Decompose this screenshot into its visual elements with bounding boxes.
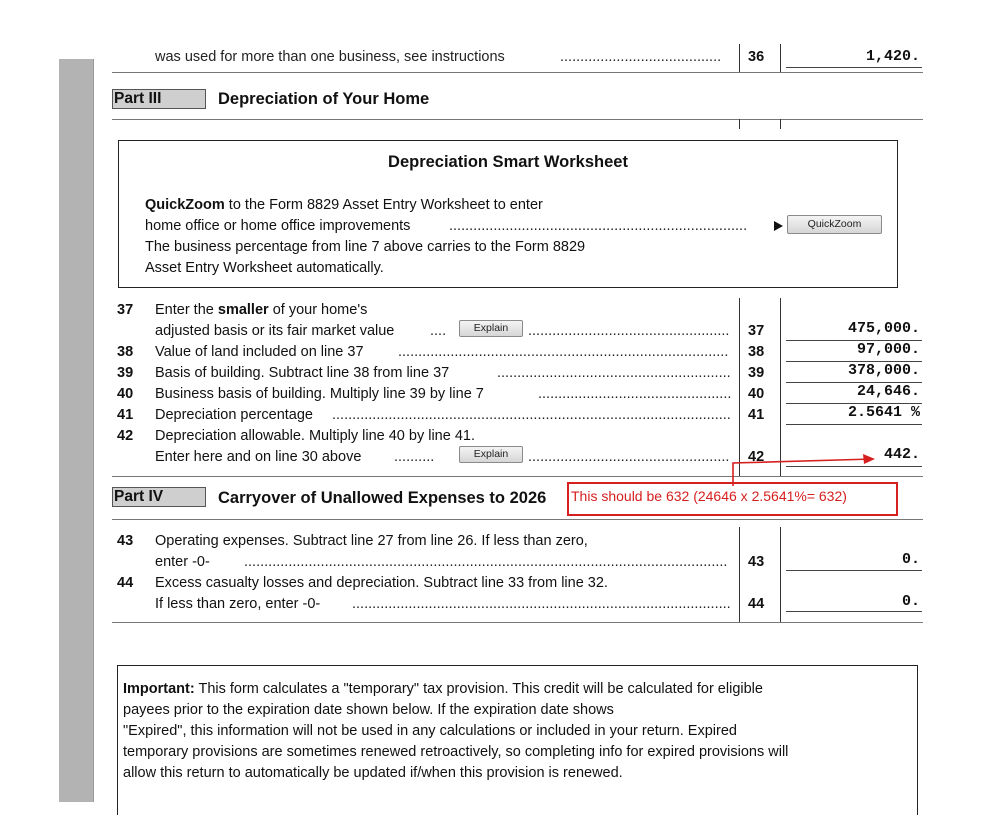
line-42-text-2: Enter here and on line 30 above — [155, 449, 362, 465]
line-38-leader: .................................................................................. — [398, 344, 729, 360]
tick-part3-1 — [739, 119, 740, 129]
line-37-text: Enter the smaller of your home's — [155, 302, 368, 318]
rule-after-44 — [112, 622, 923, 623]
line-37-leader-1: .... — [430, 323, 447, 339]
explain-button-37[interactable]: Explain — [459, 320, 523, 337]
line-36-value: 1,420. — [865, 48, 920, 65]
line-41-text: Depreciation percentage — [155, 407, 313, 423]
line-43-value: 0. — [901, 551, 920, 568]
line-39-text: Basis of building. Subtract line 38 from line 37 — [155, 365, 450, 381]
line-42-label: 42 — [117, 428, 134, 444]
line-36-text: was used for more than one business, see instructions — [155, 49, 505, 65]
line-40-leader: ................................................ — [538, 386, 732, 402]
col-divider-top — [739, 44, 740, 72]
line-43-number: 43 — [748, 554, 765, 570]
important-label: Important: — [123, 681, 195, 697]
line-41-number: 41 — [748, 407, 765, 423]
line-42-leader-2: .................................................. — [528, 449, 730, 465]
worksheet-line-1-rest: to the Form 8829 Asset Entry Worksheet to enter — [228, 197, 543, 213]
line-43-text: Operating expenses. Subtract line 27 from line 26. If less than zero, — [155, 533, 588, 549]
quickzoom-bold-text: QuickZoom — [145, 197, 225, 213]
important-notice-box — [117, 665, 918, 815]
line-37-value: 475,000. — [847, 320, 920, 337]
line-44-underline — [786, 611, 922, 612]
left-gutter — [59, 59, 94, 802]
line-44-leader: .............................................................................................. — [352, 596, 731, 612]
line-40-number: 40 — [748, 386, 765, 402]
line-39-label: 39 — [117, 365, 134, 381]
line-40-label: 40 — [117, 386, 134, 402]
line-43-label: 43 — [117, 533, 134, 549]
line-41-value: 2.5641 % — [847, 404, 920, 421]
col-divider-43-44 — [739, 527, 740, 622]
line-38-number: 38 — [748, 344, 765, 360]
line-36-underline — [786, 67, 922, 68]
line-44-number: 44 — [748, 596, 765, 612]
line-40-text: Business basis of building. Multiply line 39 by line 7 — [155, 386, 484, 402]
line-43-text-2: enter -0- — [155, 554, 210, 570]
part-4-label: Part IV — [112, 487, 206, 507]
rule-after-part-3 — [112, 119, 923, 120]
smart-worksheet-title: Depreciation Smart Worksheet — [388, 153, 628, 171]
smart-worksheet-box — [118, 140, 898, 288]
important-line-1: Important: This form calculates a "temporary" tax provision. This credit will be calculated for eligible — [123, 681, 763, 697]
part-3-label: Part III — [112, 89, 206, 109]
line-41-leader: ................................................................................................... — [332, 407, 731, 423]
line-43-leader: ........................................................................................................................ — [244, 554, 728, 570]
line-36-leader: ........................................ — [560, 49, 722, 65]
line-43-underline — [786, 570, 922, 571]
line-38-value: 97,000. — [856, 341, 920, 358]
line-42-text: Depreciation allowable. Multiply line 40 by line 41. — [155, 428, 475, 444]
line-36-number: 36 — [748, 49, 765, 65]
line-39-number: 39 — [748, 365, 765, 381]
line-44-value: 0. — [901, 593, 920, 610]
line-41-label: 41 — [117, 407, 134, 423]
important-line-4: temporary provisions are sometimes renewed retroactively, so completing info for expired provisions will — [123, 744, 789, 760]
line-37-number: 37 — [748, 323, 765, 339]
part-4-title: Carryover of Unallowed Expenses to 2026 — [218, 489, 547, 507]
worksheet-line-4: Asset Entry Worksheet automatically. — [145, 260, 384, 276]
line-37-label: 37 — [117, 302, 134, 318]
line-41-underline — [786, 424, 922, 425]
col-divider-43-44-b — [780, 527, 781, 622]
line-42-value: 442. — [883, 446, 920, 463]
line-38-text: Value of land included on line 37 — [155, 344, 364, 360]
line-37-text-2: adjusted basis or its fair market value — [155, 323, 395, 339]
tick-part3-2 — [780, 119, 781, 129]
line-42-leader-1: .......... — [394, 449, 435, 465]
worksheet-line-3: The business percentage from line 7 above carries to the Form 8829 — [145, 239, 586, 255]
annotation-note: This should be 632 (24646 x 2.5641%= 632) — [567, 482, 898, 516]
line-44-label: 44 — [117, 575, 134, 591]
line-44-text: Excess casualty losses and depreciation. Subtract line 33 from line 32. — [155, 575, 608, 591]
important-line-3: "Expired", this information will not be used in any calculations or included in your return. Expired — [123, 723, 737, 739]
important-line-2: payees prior to the expiration date shown below. If the expiration date shows — [123, 702, 614, 718]
rule-after-part-4 — [112, 519, 923, 520]
rule-after-36 — [112, 72, 923, 73]
arrow-right-icon — [774, 221, 783, 231]
line-40-value: 24,646. — [856, 383, 920, 400]
quickzoom-button[interactable]: QuickZoom — [787, 215, 882, 234]
explain-button-42[interactable]: Explain — [459, 446, 523, 463]
worksheet-leader: .......................................................................... — [449, 218, 748, 234]
important-line-5: allow this return to automatically be updated if/when this provision is renewed. — [123, 765, 623, 781]
line-39-value: 378,000. — [847, 362, 920, 379]
worksheet-line-1 — [145, 196, 543, 214]
line-37-leader-2: .................................................. — [528, 323, 730, 339]
col-divider-top-2 — [780, 44, 781, 72]
line-39-leader: .......................................................... — [497, 365, 731, 381]
part-3-title: Depreciation of Your Home — [218, 90, 430, 108]
line-38-label: 38 — [117, 344, 134, 360]
worksheet-line-2: home office or home office improvements — [145, 218, 411, 234]
line-44-text-2: If less than zero, enter -0- — [155, 596, 321, 612]
line-42-number: 42 — [748, 449, 765, 465]
